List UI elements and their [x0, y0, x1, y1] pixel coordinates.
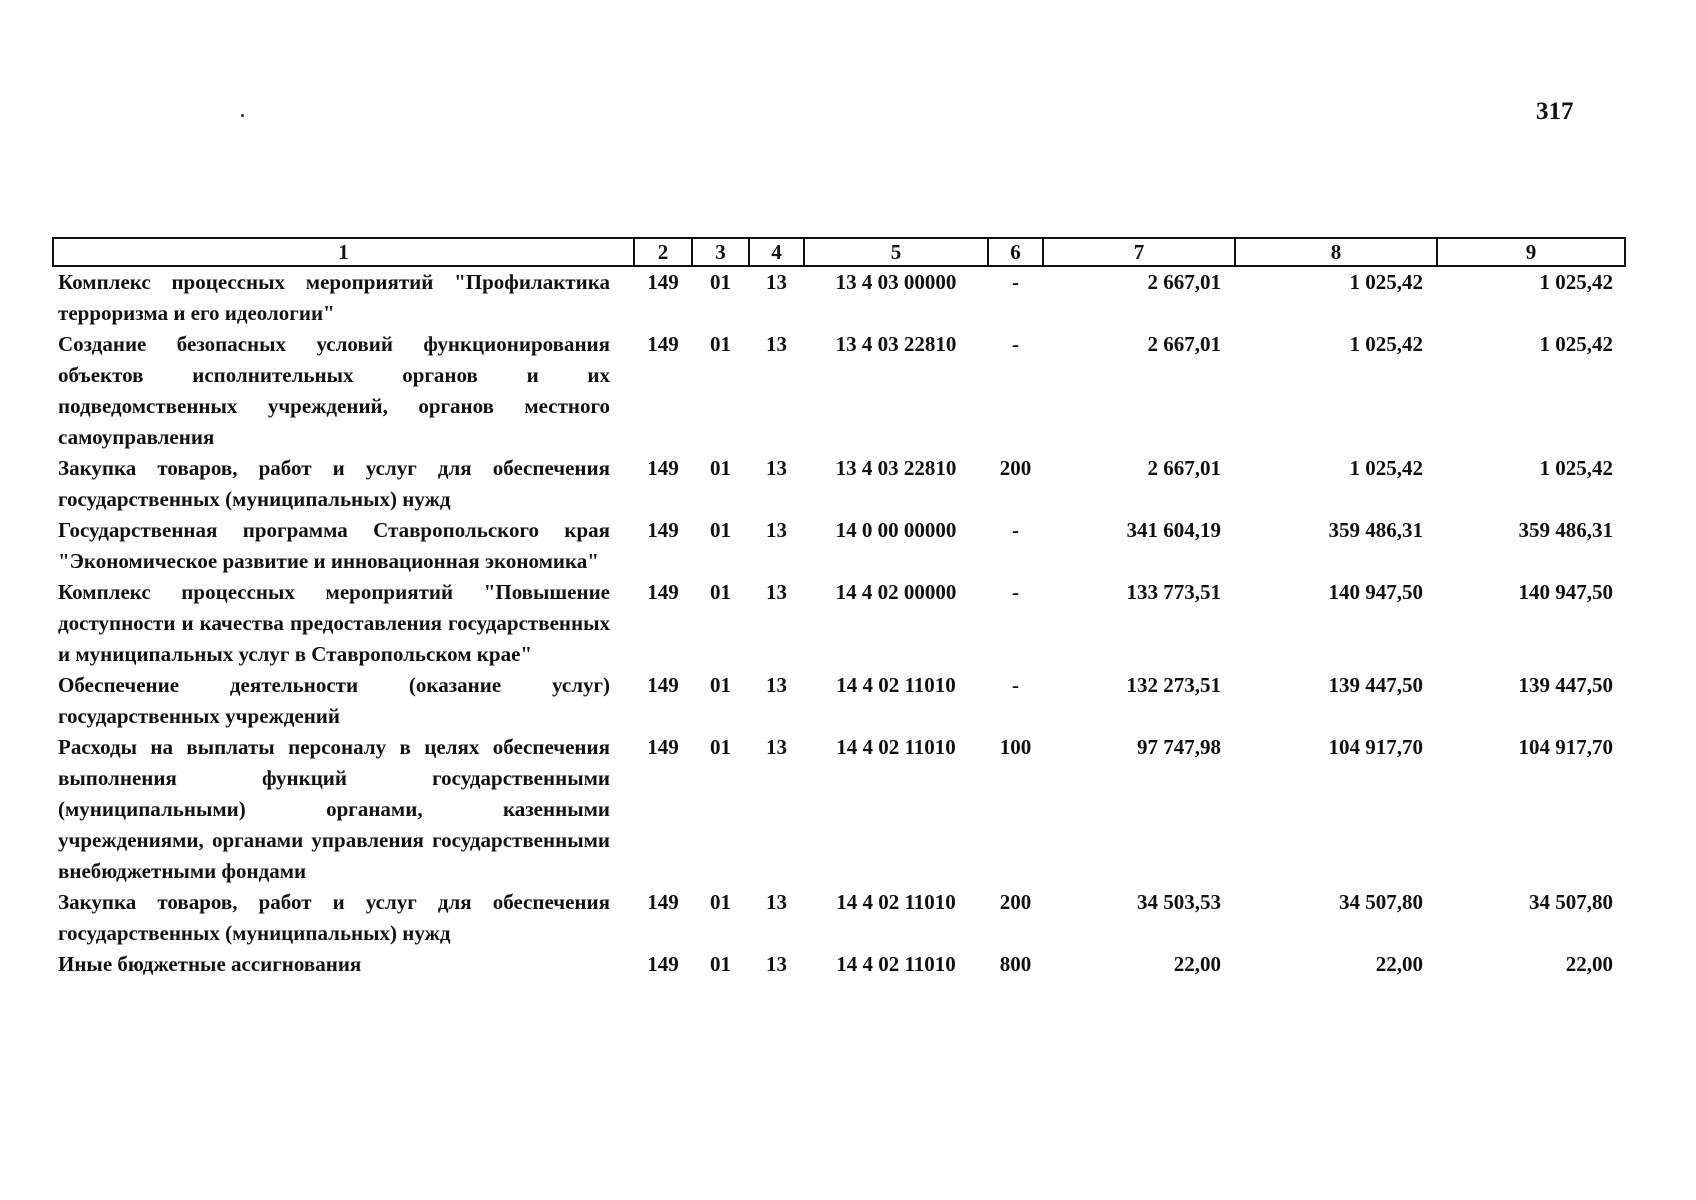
row-code-5: 14 4 02 11010 [836, 735, 956, 759]
row-amount-7: 34 503,53 [1137, 890, 1221, 914]
row-code-3: 01 [710, 456, 731, 480]
row-code-3: 01 [710, 673, 731, 697]
row-amount-7: 2 667,01 [1147, 332, 1221, 356]
row-code-2: 149 [647, 673, 679, 697]
column-header: 5 [804, 238, 988, 266]
row-code-4: 13 [766, 270, 787, 294]
table-row [53, 949, 1625, 980]
row-name: Комплекс процессных мероприятий "Профилактика терроризма и его идеологии" [58, 270, 610, 325]
row-amount-9: 1 025,42 [1539, 456, 1613, 480]
table-row [53, 577, 1625, 670]
row-code-4: 13 [766, 456, 787, 480]
row-amount-9: 22,00 [1565, 952, 1613, 976]
row-code-6: 800 [999, 952, 1032, 976]
row-code-3: 01 [710, 270, 731, 294]
row-amount-9: 140 947,50 [1518, 580, 1613, 604]
table-row [53, 329, 1625, 453]
row-code-6: - [1012, 580, 1019, 604]
table-row [53, 453, 1625, 515]
row-code-4: 13 [766, 580, 787, 604]
row-code-2: 149 [647, 580, 679, 604]
row-amount-8: 1 025,42 [1349, 270, 1423, 294]
row-name: Обеспечение деятельности (оказание услуг) государственных учреждений [58, 673, 610, 728]
row-name: Комплекс процессных мероприятий "Повышение доступности и качества предоставления государственных и муниципальных услуг в Ставропольском крае" [58, 580, 610, 666]
column-header: 7 [1043, 238, 1235, 266]
row-code-6: 100 [999, 735, 1032, 759]
row-amount-8: 1 025,42 [1349, 332, 1423, 356]
row-amount-8: 1 025,42 [1349, 456, 1423, 480]
row-code-5: 13 4 03 22810 [835, 332, 957, 356]
row-code-2: 149 [647, 952, 679, 976]
row-amount-9: 1 025,42 [1539, 332, 1613, 356]
row-amount-7: 2 667,01 [1147, 270, 1221, 294]
row-amount-7: 2 667,01 [1147, 456, 1221, 480]
row-code-4: 13 [766, 518, 787, 542]
row-code-4: 13 [766, 735, 787, 759]
row-amount-9: 359 486,31 [1518, 518, 1613, 542]
row-code-6: - [1012, 518, 1019, 542]
column-header: 4 [749, 238, 804, 266]
row-name: Расходы на выплаты персоналу в целях обеспечения выполнения функций государственными (муниципальными) органами, казенными учреждениями, органами управления государственными внебюджетными фондами [58, 735, 610, 883]
row-amount-7: 97 747,98 [1137, 735, 1221, 759]
row-code-4: 13 [766, 332, 787, 356]
row-code-4: 13 [766, 673, 787, 697]
scan-speck [241, 114, 244, 117]
table-row [53, 732, 1625, 887]
row-code-3: 01 [710, 952, 731, 976]
row-amount-8: 359 486,31 [1328, 518, 1423, 542]
row-amount-8: 104 917,70 [1328, 735, 1423, 759]
row-code-4: 13 [766, 952, 787, 976]
row-name: Закупка товаров, работ и услуг для обеспечения государственных (муниципальных) нужд [58, 890, 610, 945]
row-code-2: 149 [647, 518, 679, 542]
row-code-3: 01 [710, 580, 731, 604]
row-code-2: 149 [647, 456, 679, 480]
row-amount-7: 132 273,51 [1126, 673, 1221, 697]
row-code-3: 01 [710, 890, 731, 914]
row-amount-9: 34 507,80 [1529, 890, 1613, 914]
row-code-5: 14 4 02 11010 [836, 673, 956, 697]
row-amount-8: 139 447,50 [1328, 673, 1423, 697]
column-header: 9 [1437, 238, 1625, 266]
row-code-5: 14 0 00 00000 [835, 518, 957, 542]
budget-table [52, 237, 1626, 980]
header-row [53, 238, 1625, 266]
row-code-5: 14 4 02 11010 [836, 890, 956, 914]
row-name: Государственная программа Ставропольского края "Экономическое развитие и инновационная экономика" [58, 518, 610, 573]
row-amount-7: 22,00 [1173, 952, 1221, 976]
row-name: Иные бюджетные ассигнования [58, 952, 362, 976]
table-row [53, 266, 1625, 329]
column-header: 1 [53, 238, 634, 266]
row-code-4: 13 [766, 890, 787, 914]
row-amount-7: 133 773,51 [1126, 580, 1221, 604]
row-amount-8: 140 947,50 [1328, 580, 1423, 604]
column-header: 6 [988, 238, 1043, 266]
row-code-5: 14 4 02 11010 [836, 952, 956, 976]
row-code-3: 01 [710, 518, 731, 542]
row-code-6: 200 [999, 456, 1032, 480]
row-code-5: 13 4 03 00000 [835, 270, 957, 294]
row-code-5: 13 4 03 22810 [835, 456, 957, 480]
row-name: Закупка товаров, работ и услуг для обеспечения государственных (муниципальных) нужд [58, 456, 610, 511]
row-amount-9: 139 447,50 [1518, 673, 1613, 697]
table-row [53, 887, 1625, 949]
page-number: 317 [1536, 98, 1574, 125]
table-row [53, 670, 1625, 732]
column-header: 3 [692, 238, 749, 266]
row-code-6: - [1012, 673, 1019, 697]
row-amount-9: 104 917,70 [1518, 735, 1613, 759]
row-amount-7: 341 604,19 [1126, 518, 1221, 542]
row-code-5: 14 4 02 00000 [835, 580, 957, 604]
row-amount-8: 34 507,80 [1339, 890, 1423, 914]
column-header: 8 [1235, 238, 1437, 266]
row-code-2: 149 [647, 332, 679, 356]
row-code-6: - [1012, 270, 1019, 294]
row-code-2: 149 [647, 890, 679, 914]
row-code-2: 149 [647, 735, 679, 759]
row-code-6: - [1012, 332, 1019, 356]
row-amount-9: 1 025,42 [1539, 270, 1613, 294]
row-code-6: 200 [999, 890, 1032, 914]
row-amount-8: 22,00 [1375, 952, 1423, 976]
row-name: Создание безопасных условий функционирования объектов исполнительных органов и их подведомственных учреждений, органов местного самоуправления [58, 332, 610, 449]
table-row [53, 515, 1625, 577]
row-code-3: 01 [710, 332, 731, 356]
row-code-3: 01 [710, 735, 731, 759]
column-header: 2 [634, 238, 692, 266]
row-code-2: 149 [647, 270, 679, 294]
